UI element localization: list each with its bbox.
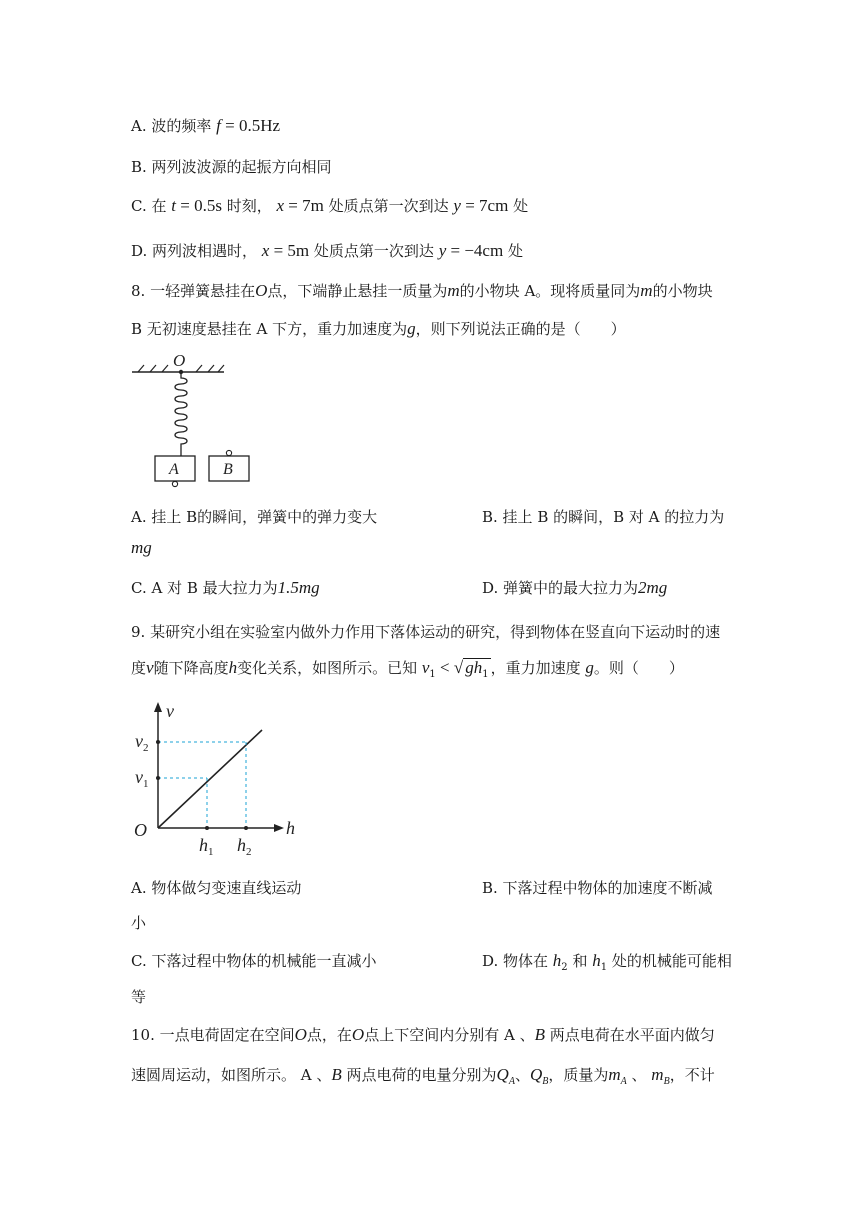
q9-option-a: A. 物体做匀变速直线运动 xyxy=(131,879,302,897)
q9-vh-graph xyxy=(128,697,308,862)
q8-option-c: C. A 对 B 最大拉力为1.5mg xyxy=(131,578,320,597)
q9-option-d-continued: 等 xyxy=(131,988,147,1006)
axis-v-label: v xyxy=(166,701,174,721)
figure-label-o: O xyxy=(173,351,186,370)
q9-option-d: D. 物体在 $h_2$ 和 $h_1$ 处的机械能可能相 xyxy=(482,951,732,973)
q9-option-c: C. 下落过程中物体的机械能一直减小 xyxy=(131,952,377,970)
q9-stem-line2: 度v随下降高度h变化关系，如图所示。已知 $v_1$ < √ $gh_1$ ，重力加速度 g。则（ ） xyxy=(131,657,684,686)
q8-stem-line2: B 无初速度悬挂在 A 下方，重力加速度为g，则下列说法正确的是（ ） xyxy=(131,319,626,338)
q10-stem-line1: 10. 一点电荷固定在空间O点，在O点上下空间内分别有 A 、B 两点电荷在水平面内做匀 xyxy=(131,1025,715,1044)
spring-coil xyxy=(175,374,187,456)
q7-option-d: D. 两列波相遇时， x = 5m 处质点第一次到达 y = −4cm 处 xyxy=(131,241,523,260)
q7-option-b: B. 两列波波源的起振方向相同 xyxy=(131,158,332,176)
q7-option-c: C. 在 t = 0.5s 时刻， x = 7m 处质点第一次到达 y = 7cm 处 xyxy=(131,196,529,215)
tick-h1: $h_1$ xyxy=(199,835,214,858)
q8-option-b: B. 挂上 B 的瞬间，B 对 A 的拉力为 xyxy=(482,508,725,526)
q8-stem-line1: 8. 一轻弹簧悬挂在O点，下端静止悬挂一质量为m的小物块 A。现将质量同为m的小物块 xyxy=(131,281,713,300)
q8-option-b-continued: mg xyxy=(131,538,152,557)
tick-h2: $h_2$ xyxy=(237,835,252,858)
q8-option-a: A. 挂上 B的瞬间，弹簧中的弹力变大 xyxy=(131,508,378,526)
block-a-label: A xyxy=(169,461,179,478)
axis-h-label: h xyxy=(286,818,295,838)
q9-option-b-continued: 小 xyxy=(131,914,147,932)
origin-label: O xyxy=(134,820,147,840)
tick-v1: $v_1$ xyxy=(135,767,149,790)
q8-option-d: D. 弹簧中的最大拉力为2mg xyxy=(482,578,668,597)
q9-stem-line1: 9. 某研究小组在实验室内做外力作用下落体运动的研究，得到物体在竖直向下运动时的速 xyxy=(131,623,721,641)
block-b-label: B xyxy=(223,461,233,478)
tick-v2: $v_2$ xyxy=(135,731,149,754)
q8-spring-figure xyxy=(128,348,258,490)
q9-option-b: B. 下落过程中物体的加速度不断减 xyxy=(482,879,713,897)
q7-option-a: A. 波的频率 f = 0.5Hz xyxy=(131,116,281,135)
q10-stem-line2: 速圆周运动，如图所示。 A 、B 两点电荷的电量分别为$Q_A$、$Q_B$，质量为$m_A$ 、 $m_B$，不计 xyxy=(131,1065,715,1087)
